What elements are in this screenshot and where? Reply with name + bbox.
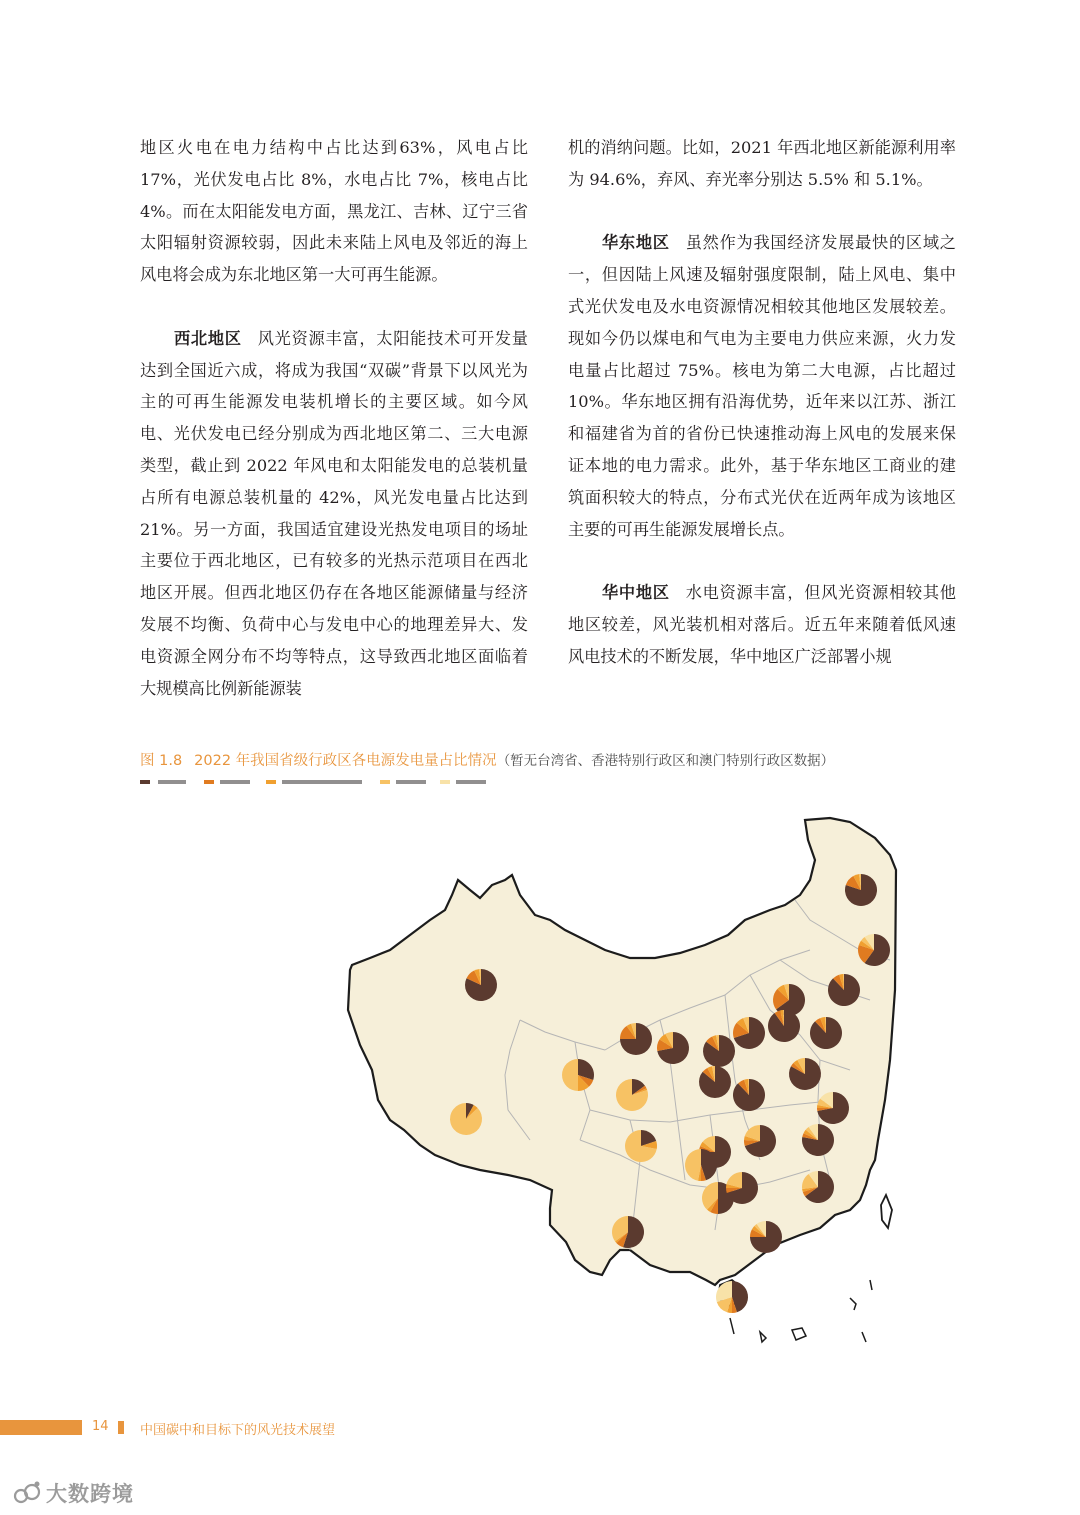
province-pie bbox=[450, 1103, 482, 1135]
island-dots bbox=[730, 1280, 872, 1342]
legend-swatch bbox=[440, 780, 450, 784]
province-pie bbox=[858, 934, 890, 966]
province-pie bbox=[817, 1092, 849, 1124]
footer-title: 中国碳中和目标下的风光技术展望 bbox=[140, 1423, 336, 1438]
watermark bbox=[12, 1478, 134, 1508]
heading-east-china: 华东地区 bbox=[602, 233, 670, 253]
watermark-logo-icon bbox=[12, 1478, 42, 1508]
heading-central-china: 华中地区 bbox=[602, 583, 670, 603]
paragraph-northwest bbox=[140, 323, 528, 705]
paragraph-central-china bbox=[568, 577, 956, 672]
province-pie bbox=[802, 1171, 834, 1203]
province-pie bbox=[828, 974, 860, 1006]
province-pie bbox=[685, 1149, 717, 1181]
legend-swatch bbox=[396, 780, 426, 784]
province-pie bbox=[657, 1032, 689, 1064]
legend-swatch bbox=[140, 780, 150, 784]
province-pie bbox=[620, 1023, 652, 1055]
footer-page-number: 14 bbox=[92, 1419, 109, 1434]
legend-swatch bbox=[456, 780, 486, 784]
province-pie bbox=[744, 1125, 776, 1157]
footer-accent-bar bbox=[0, 1420, 82, 1435]
paragraph-northwest-end: 机的消纳问题。比如，2021 年西北地区新能源利用率为 94.6%，弃风、弃光率分别达 5.5% 和 5.1%。 bbox=[568, 138, 956, 189]
province-pie bbox=[625, 1130, 657, 1162]
paragraph-east-china bbox=[568, 227, 956, 545]
island-mark bbox=[730, 1318, 734, 1334]
province-pie bbox=[789, 1058, 821, 1090]
figure-title: 2022 年我国省级行政区各电源发电量占比情况 bbox=[194, 753, 497, 769]
province-pie bbox=[802, 1124, 834, 1156]
island-mark bbox=[862, 1332, 866, 1342]
footer-separator bbox=[118, 1421, 124, 1434]
province-pie bbox=[716, 1281, 748, 1313]
province-pie bbox=[562, 1059, 594, 1091]
left-text-column bbox=[140, 132, 528, 704]
province-pie bbox=[616, 1079, 648, 1111]
paragraph-northeast-end: 地区火电在电力结构中占比达到63%，风电占比17%，光伏发电占比 8%，水电占比 7%，核电占比4%。而在太阳能发电方面，黑龙江、吉林、辽宁三省太阳辐射资源较弱，因此未来陆上风电及邻近的海上风电将会成为东北地区第一大可再生能源。 bbox=[140, 138, 528, 285]
province-pie bbox=[768, 1010, 800, 1042]
province-pie bbox=[733, 1017, 765, 1049]
province-pie bbox=[750, 1221, 782, 1253]
island-mark bbox=[760, 1332, 766, 1342]
province-pie bbox=[810, 1017, 842, 1049]
taiwan-outline bbox=[881, 1195, 892, 1228]
legend-swatch bbox=[220, 780, 250, 784]
island-mark bbox=[870, 1280, 872, 1290]
province-pie bbox=[733, 1079, 765, 1111]
watermark-text: 大数跨境 bbox=[46, 1482, 134, 1506]
province-pie bbox=[699, 1066, 731, 1098]
legend-swatch bbox=[282, 780, 362, 784]
legend-swatch bbox=[158, 780, 186, 784]
province-pie bbox=[726, 1172, 758, 1204]
china-power-mix-map bbox=[330, 810, 910, 1370]
figure-number: 图 1.8 bbox=[140, 753, 183, 769]
heading-northwest: 西北地区 bbox=[174, 328, 242, 348]
island-mark bbox=[792, 1328, 806, 1340]
island-mark bbox=[850, 1298, 856, 1310]
legend-swatch bbox=[266, 780, 276, 784]
province-pie bbox=[845, 874, 877, 906]
legend-strip-cropped bbox=[140, 776, 500, 786]
legend-swatch bbox=[380, 780, 390, 784]
paragraph-northwest-body: 风光资源丰富，太阳能技术可开发量达到全国近六成，将成为我国“双碳”背景下以风光为主的可再生能源发电装机增长的主要区域。如今风电、光伏发电已经分别成为西北地区第二、三大电源类型，截止到 2022 年风电和太阳能发电的总装机量占所有电源总装机量的 42%，风光发电量占比达到 21%。另一方面，我国适宜建设光热发电项目的场址主要位于西北地区，已有较多的光热示范项目在西北地区开展。但西北地区仍存在各地区能源储量与经济发展不均衡、负荷中心与发电中心的地理差异大、发电资源全网分布不均等特点，这导致西北地区面临着大规模高比例新能源装 bbox=[140, 328, 528, 698]
figure-note: （暂无台湾省、香港特别行政区和澳门特别行政区数据） bbox=[496, 753, 835, 769]
province-pie bbox=[703, 1035, 735, 1067]
province-pie bbox=[612, 1216, 644, 1248]
right-text-column bbox=[568, 132, 956, 673]
legend-swatch bbox=[204, 780, 214, 784]
paragraph-central-china-body: 水电资源丰富，但风光资源相较其他地区较差，风光装机相对落后。近五年来随着低风速风电技术的不断发展，华中地区广泛部署小规 bbox=[568, 583, 956, 666]
figure-caption bbox=[140, 749, 960, 770]
province-pie bbox=[465, 969, 497, 1001]
paragraph-east-china-body: 虽然作为我国经济发展最快的区域之一，但因陆上风速及辐射强度限制，陆上风电、集中式光伏发电及水电资源情况相较其他地区发展较差。现如今仍以煤电和气电为主要电力供应来源，火力发电量占比超过 75%。核电为第二大电源，占比超过 10%。华东地区拥有沿海优势，近年来以江苏、浙江和福建省为首的省份已快速推动海上风电的发展来保证本地的电力需求。此外，基于华东地区工商业的建筑面积较大的特点，分布式光伏在近两年成为该地区主要的可再生能源发展增长点。 bbox=[568, 233, 956, 539]
